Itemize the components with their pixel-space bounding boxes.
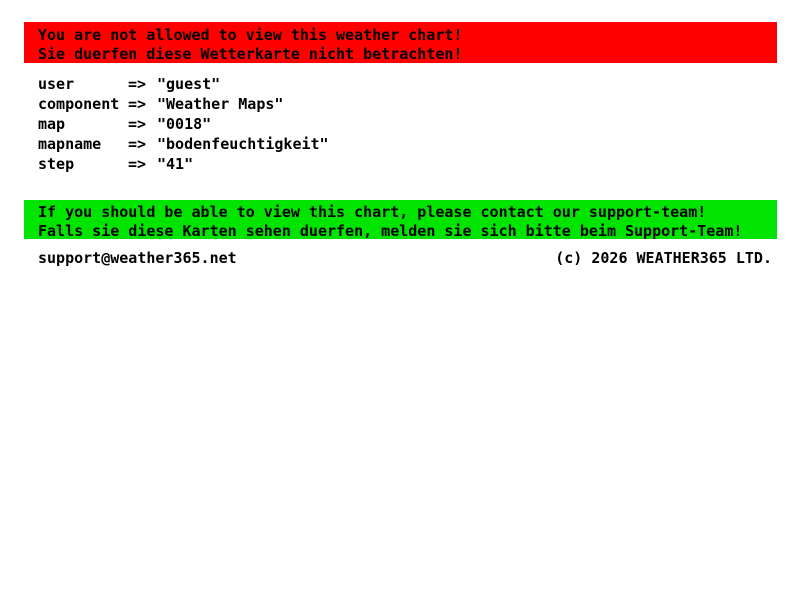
detail-row-component bbox=[38, 94, 329, 114]
detail-value: "Weather Maps" bbox=[157, 95, 284, 113]
detail-key: user bbox=[38, 75, 75, 93]
detail-value: "41" bbox=[157, 155, 194, 173]
arrow-glyph: => bbox=[128, 115, 147, 133]
footer bbox=[38, 248, 772, 268]
detail-key: mapname bbox=[38, 135, 102, 153]
support-message-en: If you should be able to view this chart, please contact our support-team! bbox=[38, 203, 707, 221]
access-denied-message-en: You are not allowed to view this weather chart! bbox=[38, 26, 463, 44]
detail-value: "guest" bbox=[157, 75, 221, 93]
support-contact-banner bbox=[24, 200, 777, 239]
copyright-notice: (c) 2026 WEATHER365 LTD. bbox=[555, 249, 772, 267]
detail-row-map bbox=[38, 114, 329, 134]
detail-key: step bbox=[38, 155, 75, 173]
detail-value: "0018" bbox=[157, 115, 212, 133]
detail-key: map bbox=[38, 115, 66, 133]
detail-key: component bbox=[38, 95, 120, 113]
detail-value: "bodenfeuchtigkeit" bbox=[157, 135, 329, 153]
support-email: support@weather365.net bbox=[38, 249, 237, 267]
access-denied-message-de: Sie duerfen diese Wetterkarte nicht betrachten! bbox=[38, 45, 463, 63]
arrow-glyph: => bbox=[128, 95, 147, 113]
detail-row-step bbox=[38, 154, 329, 174]
detail-row-user bbox=[38, 74, 329, 94]
support-message-de: Falls sie diese Karten sehen duerfen, melden sie sich bitte beim Support-Team! bbox=[38, 222, 743, 239]
request-details-list bbox=[38, 74, 329, 174]
access-denied-banner bbox=[24, 22, 777, 63]
arrow-glyph: => bbox=[128, 155, 147, 173]
arrow-glyph: => bbox=[128, 75, 147, 93]
arrow-glyph: => bbox=[128, 135, 147, 153]
detail-row-mapname bbox=[38, 134, 329, 154]
